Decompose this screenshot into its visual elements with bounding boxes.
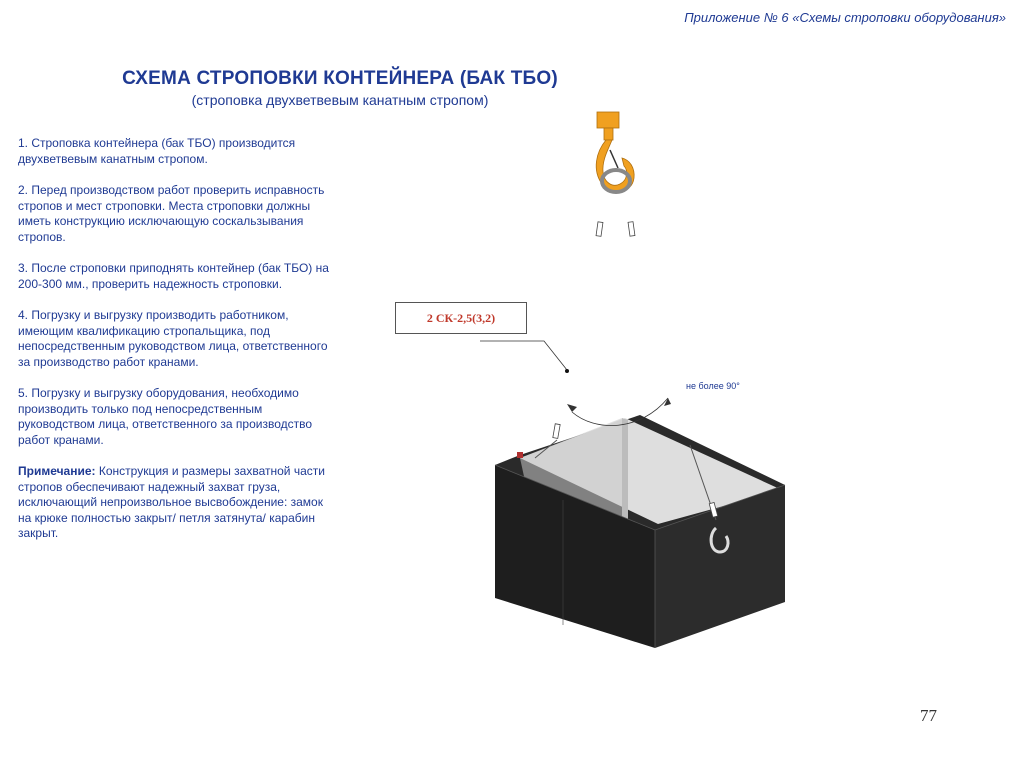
crane-hook-icon (596, 112, 634, 192)
angle-label: не более 90° (686, 381, 740, 391)
note-text: Конструкция и размеры захватной части стропов обеспечивают надежный захват груза, исключающий непроизвольное высвобождение: замок на крюке полностью закрыт/ петля затянута/ карабин закрыт. (18, 464, 325, 540)
label-leader-dot (565, 369, 569, 373)
instruction-item-3: 3. После строповки приподнять контейнер (бак ТБО) на 200-300 мм., проверить надежность строповки. (18, 261, 329, 291)
appendix-header: Приложение № 6 «Схемы строповки оборудования» (684, 10, 1006, 25)
page-title: СХЕМА СТРОПОВКИ КОНТЕЙНЕРА (БАК ТБО) (122, 68, 558, 89)
container-body (495, 415, 785, 648)
note-label: Примечание: (18, 464, 96, 478)
page-subtitle: (строповка двухветвевым канатным стропом) (191, 92, 489, 108)
instruction-item-2: 2. Перед производством работ проверить исправность стропов и мест строповки. Места строповки должны иметь конструкцию исключающую соскальзывания стропов. (18, 183, 325, 244)
instruction-item-1: 1. Строповка контейнера (бак ТБО) производится двухветвевым канатным стропом. (18, 136, 296, 166)
instruction-item-5: 5. Погрузку и выгрузку оборудования, необходимо производить только под непосредственным руководством лица, ответственного за производство работ кранами. (18, 386, 313, 447)
instruction-item-4: 4. Погрузку и выгрузку производить работником, имеющим квалификацию стропальщика, под непосредственным руководством лица, ответственного за производство работ кранами. (18, 308, 328, 369)
sling-type-label: 2 СК-2,5(3,2) (395, 302, 527, 334)
page-number: 77 (920, 706, 937, 725)
label-leader-line (480, 341, 567, 370)
sling-thimble-icon (596, 222, 635, 237)
